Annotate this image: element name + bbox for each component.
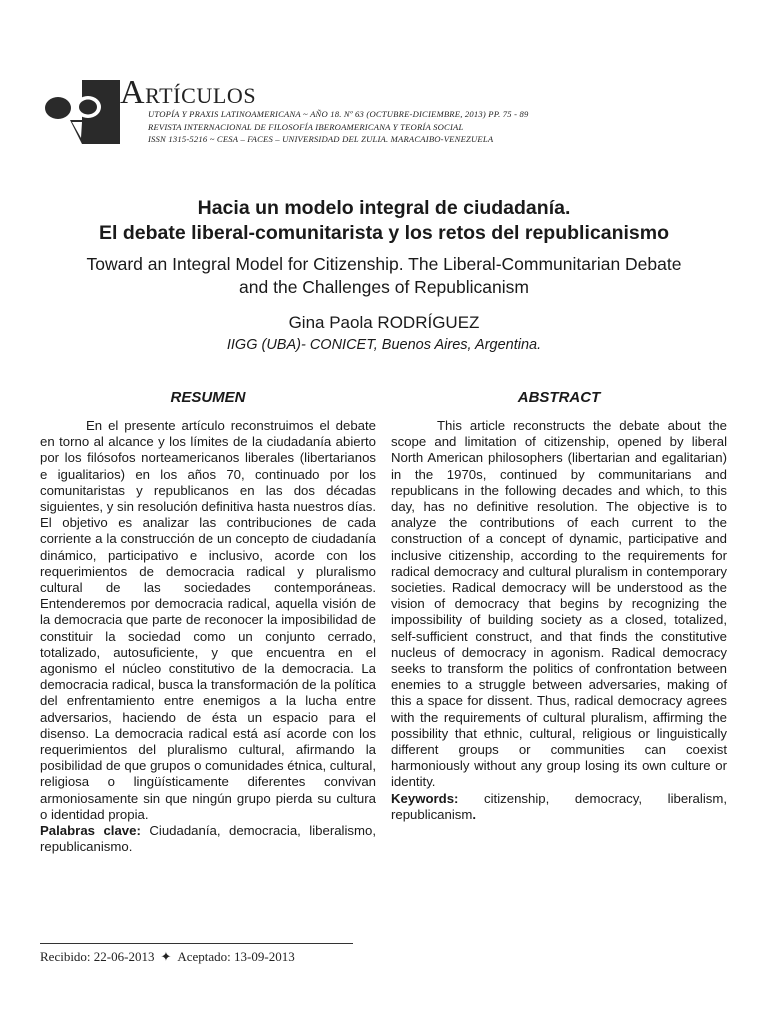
title-line: Hacia un modelo integral de ciudadanía. — [197, 197, 571, 219]
separator-icon: ✦ — [160, 949, 172, 964]
subtitle-line: Toward an Integral Model for Citizenship. The Liberal-Communitarian Debate — [86, 254, 682, 274]
keywords-period: . — [472, 806, 477, 822]
journal-line: UTOPÍA Y PRAXIS LATINOAMERICANA ~ AÑO 18. Nº 63 (OCTUBRE-DICIEMBRE, 2013) PP. 75 - 89 — [148, 109, 529, 119]
section-initial: A — [120, 74, 146, 111]
keywords-text: Ciudadanía, democracia, liberalismo, republicanismo. — [40, 823, 376, 855]
journal-logo-icon — [44, 80, 120, 144]
section-label — [120, 74, 256, 112]
resumen-column — [40, 388, 376, 855]
resumen-keywords — [40, 823, 376, 855]
resumen-body: En el presente artículo reconstruimos el debate en torno al alcance y los límites de la ciudadanía abierto por los filósofos norteamericanos liberales (libertarianos e igualitarios) en los años 70, continuado por los comunitaristas y republicanos en las dos décadas siguientes, y sin resolución definitiva hasta nuestros días. El objetivo es analizar las contribuciones de cada corriente a la construcción de un concepto de ciudadanía dinámico, participativo e inclusivo, acorde con los requerimientos de democracia radical y pluralismo cultural de las sociedades contemporáneas. Entenderemos por democracia radical, aquella visión de la democracia que parte de reconocer la imposibilidad de constituir la sociedad como un conjunto cerrado, totalizado, autosuficiente, y que encuentra en el agonismo el núcleo constitutivo de la democracia. La democracia radical, busca la transformación de la política del enfrentamiento entre enemigos a la lucha entre adversarios, haciendo de ésta un espacio para el disenso. La democracia radical está así acorde con los requerimientos del pluralismo cultural, afirmando la posibilidad de que grupos o comunidades étnica, cultural, religiosa o lingüísticamente diferentes convivan armoniosamente sin que ningún grupo pierda su cultura o identidad propia. — [40, 418, 376, 822]
footer-rule — [40, 943, 353, 944]
keywords-text: citizenship, democracy, liberalism, republicanism — [391, 790, 727, 822]
article-subtitle — [40, 253, 728, 299]
keywords-label: Palabras clave: — [40, 823, 141, 839]
journal-info — [148, 108, 529, 146]
journal-line: ISSN 1315-5216 ~ CESA – FACES – UNIVERSIDAD DEL ZULIA. MARACAIBO-VENEZUELA — [148, 134, 494, 145]
abstract-heading: ABSTRACT — [517, 389, 601, 406]
keywords-label: Keywords: — [391, 790, 459, 806]
section-rest: RTÍCULOS — [145, 83, 257, 108]
subtitle-line: and the Challenges of Republicanism — [239, 277, 529, 297]
abstract-column — [391, 388, 727, 823]
submission-dates — [40, 949, 295, 965]
abstract-body: This article reconstructs the debate about the scope and limitation of citizenship, opened by liberal North American philosophers (libertarian and egalitarian) in the 1970s, continued by communitarians and republicans in the following decades and which, to this day, has no definitive resolution. The objective is to analyze the contributions of each current to the construction of a concept of dynamic, participative and inclusive citizenship, according to the requirements for radical democracy and cultural pluralism in contemporary societies. Radical democracy will be understood as the vision of democracy that begins by recognizing the impossibility of building society as a closed, totalized, self-sufficient construct, and that finds the constitutive nucleus of democracy in agonism. Radical democracy seeks to transform the politics of confrontation between enemies to a struggle between adversaries, making of this a space for dissent. Thus, radical democracy agrees with the requirements of cultural pluralism, affirming the possibility that ethnic, cultural, religious or linguistically different groups or communities can coexist harmoniously without any group losing its own culture or identity. — [391, 418, 727, 790]
received-date: Recibido: 22-06-2013 — [40, 949, 155, 964]
title-line: El debate liberal-comunitarista y los retos del republicanismo — [99, 222, 669, 244]
abstract-keywords — [391, 791, 727, 823]
journal-line: REVISTA INTERNACIONAL DE FILOSOFÍA IBEROAMERICANA Y TEORÍA SOCIAL — [148, 121, 464, 132]
author-affiliation: IIGG (UBA)- CONICET, Buenos Aires, Argentina. — [226, 337, 542, 353]
accepted-date: Aceptado: 13-09-2013 — [177, 949, 295, 964]
author-name: Gina Paola RODRÍGUEZ — [288, 313, 480, 332]
article-title — [40, 196, 728, 246]
resumen-heading: RESUMEN — [170, 389, 246, 406]
